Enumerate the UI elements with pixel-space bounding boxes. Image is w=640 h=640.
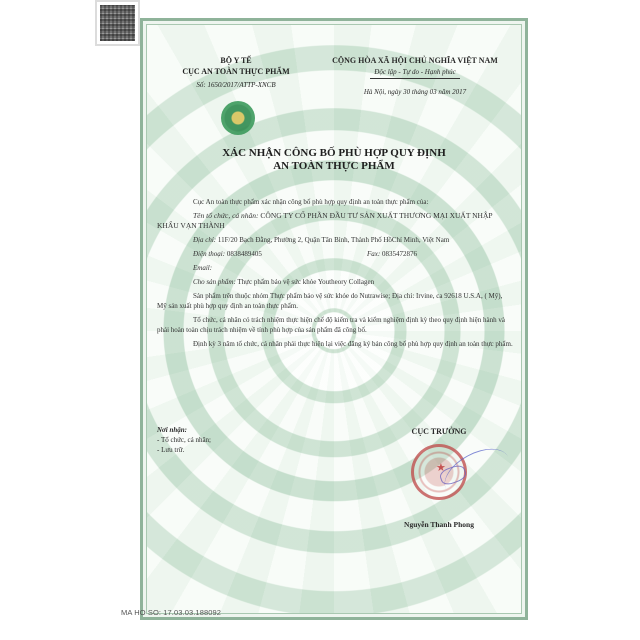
- intro-paragraph: Cục An toàn thực phẩm xác nhận công bố phù hợp quy định an toàn thực phẩm của:: [193, 198, 429, 206]
- phone-field: [157, 249, 367, 259]
- national-motto: Độc lập - Tự do - Hạnh phúc: [370, 67, 459, 79]
- qr-code-icon: [100, 5, 135, 41]
- phone-label: Điện thoại:: [193, 250, 226, 258]
- qr-code: [95, 0, 140, 46]
- product-value: Thực phẩm bảo vệ sức khỏe Youtheory Collagen: [237, 278, 375, 286]
- title-line-2: AN TOÀN THỰC PHẨM: [273, 160, 395, 172]
- star-icon: ★: [436, 462, 446, 474]
- product-label: Cho sản phẩm:: [193, 278, 236, 286]
- recipients-label: Nơi nhận:: [157, 426, 188, 434]
- document-number: [161, 80, 311, 91]
- address-value: 11F/20 Bạch Đằng, Phường 2, Quận Tân Bình, Thành Phố HồChí Minh, Việt Nam: [217, 236, 450, 244]
- issuer-header: [161, 55, 311, 91]
- address-label: Địa chỉ:: [193, 236, 217, 244]
- department-name: CỤC AN TOÀN THỰC PHẨM: [182, 67, 290, 76]
- certificate-frame: [140, 18, 528, 620]
- recipient-item: - Tổ chức, cá nhân;: [157, 436, 212, 444]
- fax-value: 0835472876: [381, 250, 417, 258]
- organization-field: [157, 211, 513, 231]
- ministry-name: BỘ Y TẾ: [220, 56, 252, 65]
- email-label: Email:: [193, 264, 213, 272]
- signer-name: Nguyễn Thanh Phong: [404, 520, 474, 529]
- responsibility-paragraph: Tổ chức, cá nhân có trách nhiệm thực hiện chế độ kiểm tra và kiểm nghiệm định kỳ theo quy định hiện hành và phải hoàn toàn chịu trách nhiệm về tính phù hợp của sản phẩm đã công bố.: [157, 316, 505, 334]
- fax-label: Fax:: [367, 250, 381, 258]
- contact-row: [157, 249, 513, 259]
- address-field: [157, 235, 513, 245]
- document-title: [147, 147, 521, 173]
- recipient-item: - Lưu trữ.: [157, 446, 185, 454]
- title-line-1: XÁC NHẬN CÔNG BỐ PHÙ HỢP QUY ĐỊNH: [222, 147, 446, 159]
- product-field: [157, 277, 513, 287]
- signature-block: [369, 427, 509, 529]
- signer-role: CỤC TRƯỞNG: [411, 427, 467, 436]
- document-number-value: 1650/2017/ATTP-XNCB: [207, 81, 276, 89]
- periodic-registration-paragraph: Định kỳ 3 năm tổ chức, cá nhân phải thực hiện lại việc đăng ký bản công bố phù hợp quy định an toàn thực phẩm.: [193, 340, 513, 348]
- nation-name: CỘNG HÒA XÃ HỘI CHỦ NGHĨA VIỆT NAM: [332, 56, 498, 65]
- organization-label: Tên tổ chức, cá nhân:: [193, 211, 259, 220]
- recipients-block: [157, 425, 211, 455]
- agency-emblem-icon: [221, 101, 255, 135]
- official-seal-icon: [411, 444, 467, 500]
- document-body: [157, 197, 513, 353]
- phone-value: 0838489405: [226, 250, 262, 258]
- certificate-background-pattern: [146, 24, 522, 614]
- email-field: [157, 263, 513, 273]
- issue-date: Hà Nội, ngày 30 tháng 03 năm 2017: [363, 88, 467, 96]
- fax-field: [367, 249, 417, 259]
- producer-paragraph: Sản phẩm trên thuộc nhóm Thực phẩm bảo vệ sức khỏe do Nutrawise; Địa chỉ: Irvine, ca 92618 U.S.A, ( Mỹ), Mỹ sản xuất phù hợp quy định an toàn thực phẩm.: [157, 292, 503, 310]
- nation-header: [315, 55, 515, 98]
- document-number-label: Số:: [196, 81, 206, 89]
- organization-value: CÔNG TY CỔ PHẦN ĐẦU TƯ SẢN XUẤT THƯƠNG MẠI XUẤT NHẬP KHẨU VẠN THÀNH: [157, 211, 493, 230]
- file-code: MA HO SO: 17.03.03.188092: [121, 608, 222, 617]
